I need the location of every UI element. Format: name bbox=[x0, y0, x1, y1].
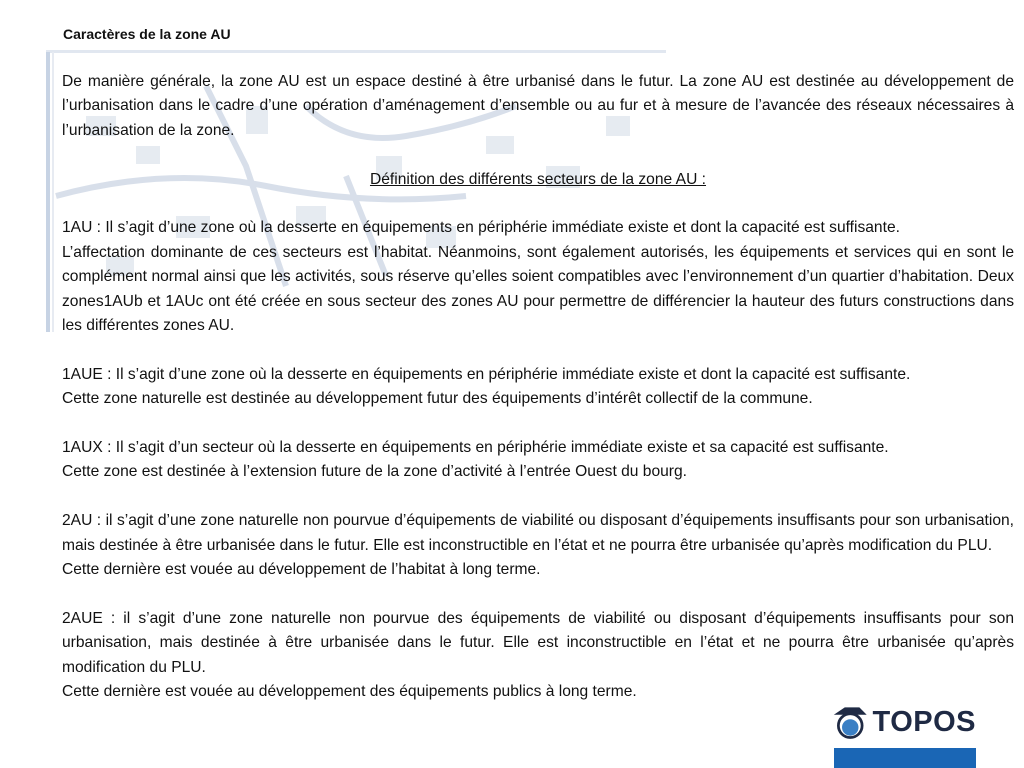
map-left-edge bbox=[46, 52, 50, 332]
zone-1aue-line2: Cette zone naturelle est destinée au développement futur des équipements d’intérêt collectif de la commune. bbox=[62, 390, 813, 408]
zone-1aue bbox=[62, 363, 1014, 412]
logo-row bbox=[832, 700, 976, 744]
zone-2aue-line1: 2AUE : il s’agit d’une zone naturelle non pourvue des équipements de viabilité ou disposant d’équipements insuffisants pour son urbanisation, mais destinée à être urbanisée dans le futur. Elle est inconstructible en l’état et ne pourra être urbanisée qu’après modification du PLU. bbox=[62, 609, 1014, 676]
spacer bbox=[62, 143, 1014, 167]
zone-1aux bbox=[62, 436, 1014, 485]
zone-1aux-line1: 1AUX : Il s’agit d’un secteur où la desserte en équipements en périphérie immédiate existe et sa capacité est suffisante. bbox=[62, 439, 889, 457]
map-top-edge bbox=[46, 50, 666, 53]
zone-1aue-line1: 1AUE : Il s’agit d’une zone où la desserte en équipements en périphérie immédiate existe et dont la capacité est suffisante. bbox=[62, 365, 911, 383]
spacer bbox=[62, 412, 1014, 436]
zone-2au-line1: 2AU : il s’agit d’une zone naturelle non pourvue d’équipements de viabilité ou disposant d’équipements insuffisants pour son urbanisation, mais destinée à être urbanisée dans le futur. Elle est inconstructible en l’état et ne pourra être urbanisée qu’après modification du PLU. bbox=[62, 512, 1014, 554]
zone-2au bbox=[62, 509, 1014, 582]
zone-2aue-line2: Cette dernière est vouée au développement des équipements publics à long terme. bbox=[62, 683, 637, 701]
document-body bbox=[62, 70, 1014, 704]
spacer bbox=[62, 485, 1014, 509]
intro-paragraph: De manière générale, la zone AU est un espace destiné à être urbanisé dans le futur. La zone AU est destinée au développement de l’urbanisation dans le cadre d’une opération d’aménagement d’ensemble ou au fur et à mesure de l’avancée des réseaux nécessaires à l’urbanisation de la zone. bbox=[62, 73, 1014, 139]
logo-bar bbox=[834, 748, 976, 768]
zone-1aux-line2: Cette zone est destinée à l’extension future de la zone d’activité à l’entrée Ouest du bourg. bbox=[62, 463, 688, 481]
zone-2au-line2: Cette dernière est vouée au développement de l’habitat à long terme. bbox=[62, 561, 541, 579]
logo-text: TOPOS bbox=[872, 705, 976, 738]
spacer bbox=[62, 338, 1014, 362]
zone-2aue bbox=[62, 607, 1014, 705]
spacer bbox=[62, 192, 1014, 216]
zone-1au-line2: L’affectation dominante de ces secteurs est l’habitat. Néanmoins, sont également autorisés, les équipements et services qui en sont le complément normal ainsi que les activités, sous réserve qu’elles soient compatibles avec l’environnement d’un quartier d’habitation. Deux zones1AUb et 1AUc ont été créée en sous secteur des zones AU pour permettre de différencier la hauteur des futurs constructions dans les différentes zones AU. bbox=[62, 243, 1014, 335]
zone-1au bbox=[62, 216, 1014, 338]
topos-logo bbox=[832, 700, 976, 768]
page-title: Caractères de la zone AU bbox=[63, 26, 231, 42]
section-subtitle: Définition des différents secteurs de la zone AU : bbox=[369, 170, 707, 188]
spacer bbox=[62, 582, 1014, 606]
topos-logo-icon bbox=[832, 703, 869, 741]
zone-1au-line1: 1AU : Il s’agit d’une zone où la desserte en équipements en périphérie immédiate existe et dont la capacité est suffisante. bbox=[62, 219, 900, 237]
map-left-edge-inner bbox=[52, 52, 54, 332]
